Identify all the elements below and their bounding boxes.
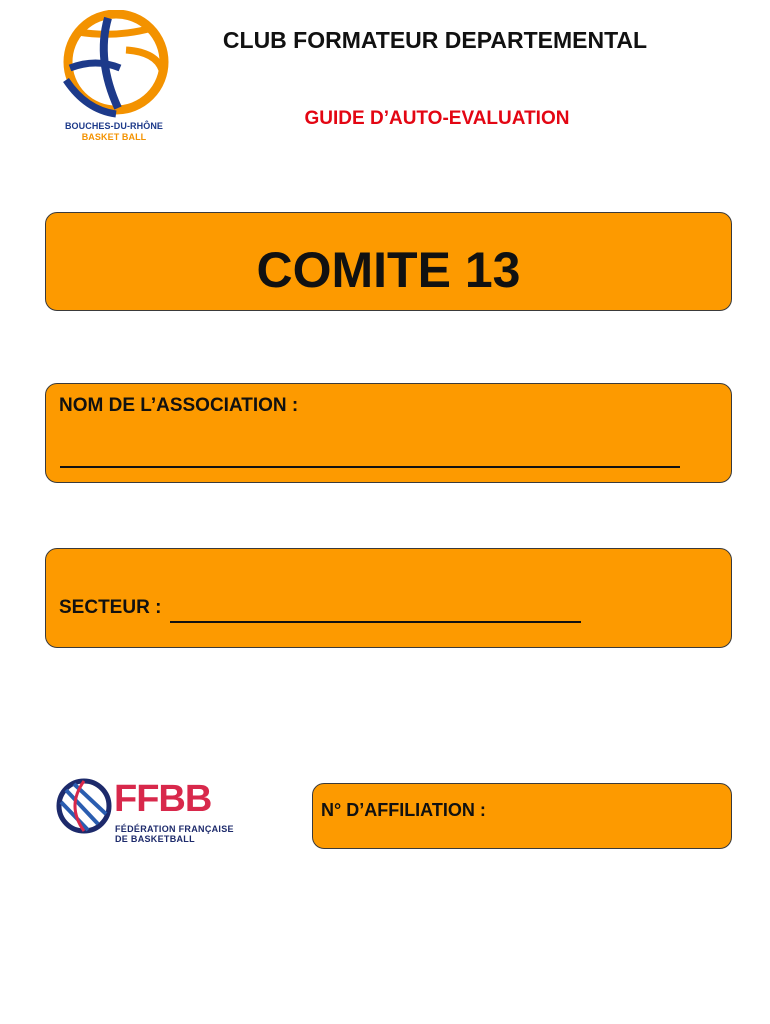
logo-name-line2: BASKET BALL [81, 132, 147, 142]
secteur-fill-line[interactable] [170, 621, 581, 623]
secteur-box [45, 548, 732, 648]
ffbb-wordmark: FFBB [114, 778, 212, 820]
ffbb-logo [56, 776, 246, 848]
ffbb-line1: FÉDÉRATION FRANÇAISE [115, 824, 234, 834]
ffbb-line2: DE BASKETBALL [115, 834, 195, 844]
bouches-du-rhone-basket-logo [56, 10, 172, 146]
ffbb-ball-icon [56, 778, 112, 834]
secteur-label: SECTEUR : [59, 597, 162, 618]
comite-label: COMITE 13 [256, 242, 521, 298]
affiliation-box[interactable] [312, 783, 732, 849]
document-subtitle: GUIDE D’AUTO-EVALUATION [304, 108, 570, 129]
logo-name-line1: BOUCHES-DU-RHÔNE [64, 121, 164, 131]
association-label: NOM DE L’ASSOCIATION : [59, 395, 299, 416]
document-title: CLUB FORMATEUR DEPARTEMENTAL [222, 27, 648, 53]
affiliation-label: N° D’AFFILIATION : [321, 800, 486, 820]
association-box [45, 383, 732, 483]
basketball-icon [56, 10, 172, 120]
association-fill-line[interactable] [60, 466, 680, 468]
comite-box [45, 212, 732, 311]
